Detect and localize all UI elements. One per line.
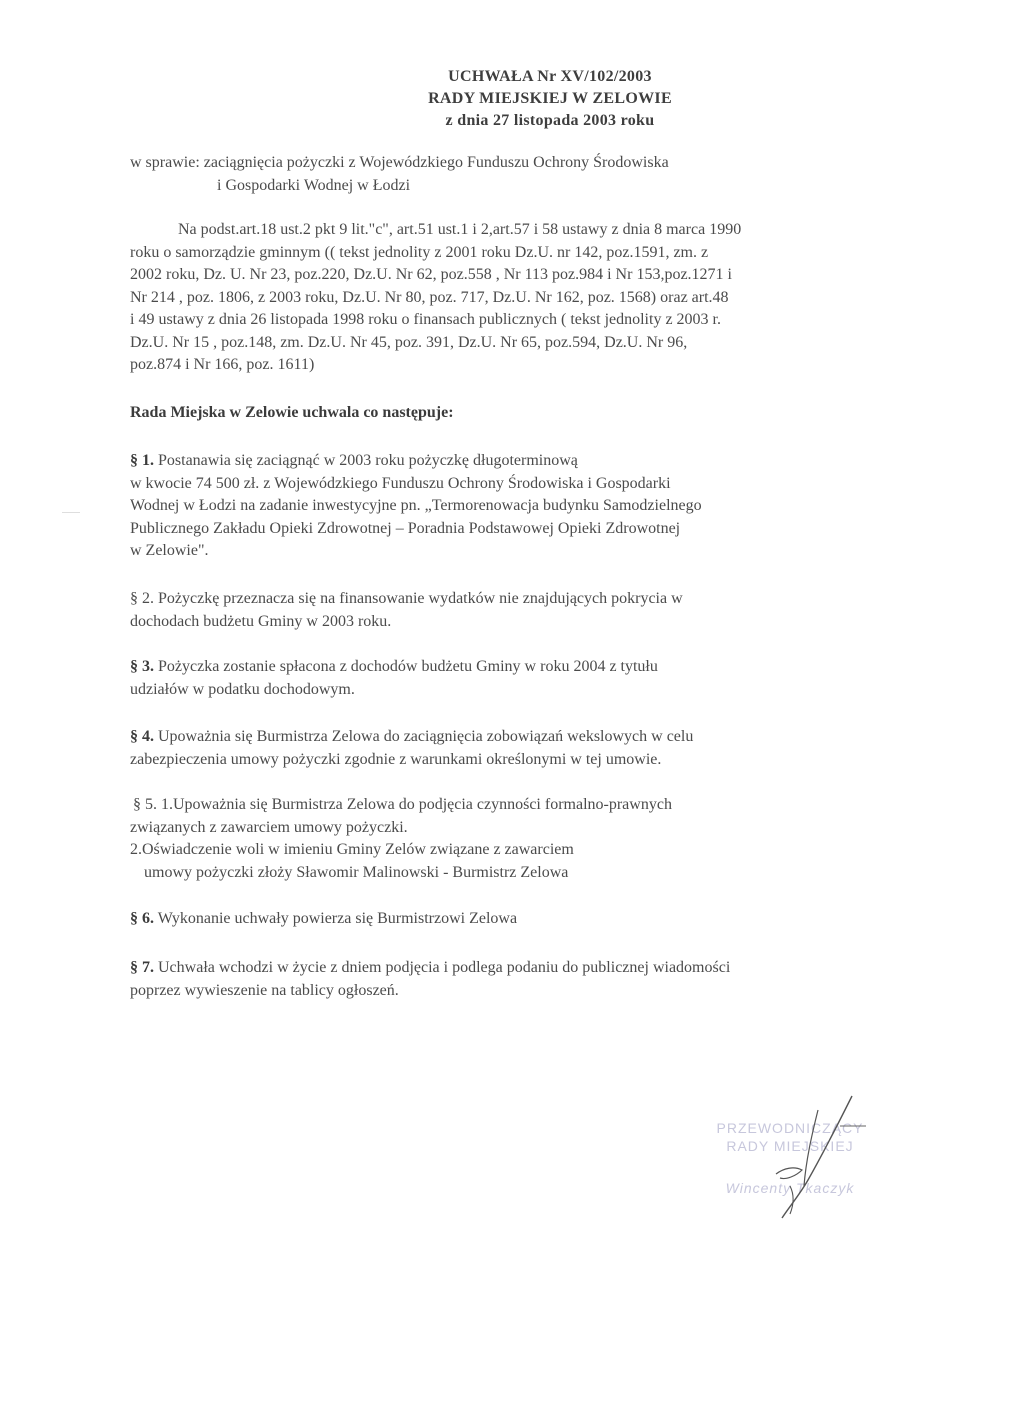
council-name: RADY MIEJSKIEJ W ZELOWIE bbox=[428, 90, 672, 107]
paragraph-5 bbox=[130, 794, 672, 884]
paragraph-3 bbox=[130, 656, 658, 701]
paragraph-text: Uchwała wchodzi w życie z dniem podjęcia i podlega podaniu do publicznej wiadomości bbox=[154, 959, 731, 976]
subject bbox=[130, 152, 669, 197]
paragraph-4 bbox=[130, 726, 693, 771]
paragraph-text: 2.Oświadczenie woli w imieniu Gminy Zelów związane z zawarciem bbox=[130, 841, 574, 858]
subject-line: i Gospodarki Wodnej w Łodzi bbox=[217, 176, 411, 194]
stamp-council: RADY MIEJSKIEJ bbox=[726, 1138, 854, 1154]
paragraph-number: § 6. bbox=[130, 910, 154, 927]
resolution-date: z dnia 27 listopada 2003 roku bbox=[445, 112, 655, 129]
paragraph-text: Postanawia się zaciągnąć w 2003 roku pożyczkę długoterminową bbox=[154, 452, 578, 469]
legal-basis bbox=[130, 219, 882, 377]
paragraph-text: w kwocie 74 500 zł. z Wojewódzkiego Funduszu Ochrony Środowiska i Gospodarki bbox=[130, 474, 671, 492]
legal-basis-line: i 49 ustawy z dnia 26 listopada 1998 roku o finansach publicznych ( tekst jednolity z 2003 r. bbox=[130, 311, 721, 328]
document-header bbox=[300, 66, 800, 132]
paragraph-text: Pożyczka zostanie spłacona z dochodów budżetu Gminy w roku 2004 z tytułu bbox=[154, 658, 658, 675]
subject-line: w sprawie: zaciągnięcia pożyczki z Wojewódzkiego Funduszu Ochrony Środowiska bbox=[130, 154, 669, 171]
scan-margin-mark bbox=[62, 512, 80, 513]
paragraph-7 bbox=[130, 957, 730, 1002]
paragraph-text: 1.Upoważnia się Burmistrza Zelowa do podjęcia czynności formalno-prawnych bbox=[157, 796, 672, 813]
paragraph-text: poprzez wywieszenie na tablicy ogłoszeń. bbox=[130, 981, 399, 999]
stamp-signatory: Wincenty Tkaczyk bbox=[725, 1180, 855, 1196]
paragraph-number: § 2. bbox=[130, 590, 154, 607]
legal-basis-line: roku o samorządzie gminnym (( tekst jednolity z 2001 roku Dz.U. nr 142, poz.1591, zm. z bbox=[130, 243, 709, 261]
paragraph-text: udziałów w podatku dochodowym. bbox=[130, 680, 355, 698]
legal-basis-line: Na podst.art.18 ust.2 pkt 9 lit."c", art.51 ust.1 i 2,art.57 i 58 ustawy z dnia 8 marca 1990 bbox=[178, 221, 742, 238]
handwritten-signature bbox=[690, 1090, 890, 1230]
paragraph-text: umowy pożyczki złoży Sławomir Malinowski - Burmistrz Zelowa bbox=[144, 863, 569, 881]
paragraph-2 bbox=[130, 588, 683, 633]
paragraph-number: § 5. bbox=[133, 796, 157, 813]
chairman-stamp bbox=[690, 1090, 890, 1230]
paragraph-6 bbox=[130, 908, 517, 931]
paragraph-number: § 3. bbox=[130, 658, 154, 675]
paragraph-text: dochodach budżetu Gminy w 2003 roku. bbox=[130, 612, 392, 630]
stamp-title: PRZEWODNICZĄCY bbox=[716, 1120, 864, 1136]
paragraph-text: zabezpieczenia umowy pożyczki zgodnie z warunkami określonymi w tej umowie. bbox=[130, 750, 662, 768]
paragraph-number: § 7. bbox=[130, 959, 154, 976]
paragraph-text: Upoważnia się Burmistrza Zelowa do zaciągnięcia zobowiązań wekslowych w celu bbox=[154, 728, 694, 745]
resolves-heading: Rada Miejska w Zelowie uchwala co następuje: bbox=[130, 404, 454, 421]
paragraph-number: § 1. bbox=[130, 452, 154, 469]
resolution-number: UCHWAŁA Nr XV/102/2003 bbox=[448, 68, 652, 85]
legal-basis-line: 2002 roku, Dz. U. Nr 23, poz.220, Dz.U. Nr 62, poz.558 , Nr 113 poz.984 i Nr 153,poz.1271 i bbox=[130, 266, 732, 283]
paragraph-1 bbox=[130, 450, 702, 563]
paragraph-number: § 4. bbox=[130, 728, 154, 745]
paragraph-text: związanych z zawarciem umowy pożyczki. bbox=[130, 818, 408, 836]
paragraph-text: Wodnej w Łodzi na zadanie inwestycyjne pn. „Termorenowacja budynku Samodzielnego bbox=[130, 497, 702, 514]
legal-basis-line: Nr 214 , poz. 1806, z 2003 roku, Dz.U. Nr 80, poz. 717, Dz.U. Nr 162, poz. 1568) oraz art.48 bbox=[130, 288, 729, 306]
legal-basis-line: poz.874 i Nr 166, poz. 1611) bbox=[130, 356, 315, 373]
paragraph-text: Pożyczkę przeznacza się na finansowanie wydatków nie znajdujących pokrycia w bbox=[154, 590, 683, 607]
legal-basis-line: Dz.U. Nr 15 , poz.148, zm. Dz.U. Nr 45, poz. 391, Dz.U. Nr 65, poz.594, Dz.U. Nr 96, bbox=[130, 333, 688, 351]
paragraph-text: w Zelowie". bbox=[130, 542, 209, 559]
paragraph-text: Publicznego Zakładu Opieki Zdrowotnej – Poradnia Podstawowej Opieki Zdrowotnej bbox=[130, 519, 681, 537]
paragraph-text: Wykonanie uchwały powierza się Burmistrzowi Zelowa bbox=[154, 910, 518, 927]
